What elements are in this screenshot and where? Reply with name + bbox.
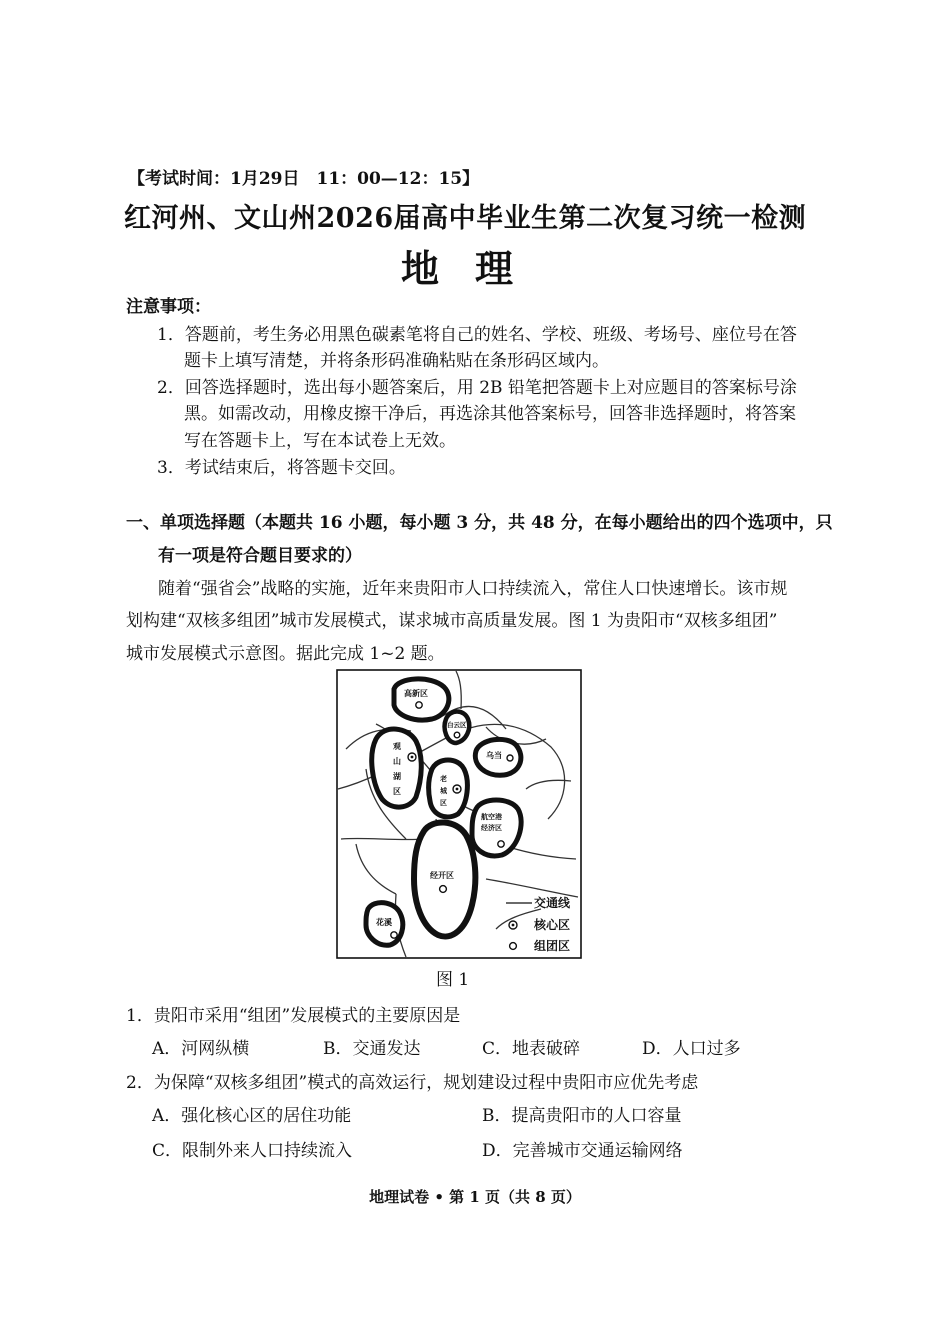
exam-title: 红河州、文山州2026届高中毕业生第二次复习统一检测 xyxy=(124,203,807,234)
section-heading-line-2: 有一项是符合题目要求的） xyxy=(158,546,362,566)
exam-time: 【考试时间：1月29日 11：00—12：15】 xyxy=(128,169,480,189)
question-1-stem: 1．贵阳市采用“组团”发展模式的主要原因是 xyxy=(126,1006,461,1026)
label-gaoxin: 高新区 xyxy=(404,689,428,698)
label-laocheng-1: 老 xyxy=(440,775,447,783)
notice-item-3-line-1: 3．考试结束后，将答题卡交回。 xyxy=(157,458,406,478)
label-guanshanhu-3: 湖 xyxy=(393,772,401,781)
notice-item-2-line-2: 黑。如需改动，用橡皮擦干净后，再选涂其他答案标号，回答非选择题时，将答案 xyxy=(184,404,796,424)
label-guanshanhu-2: 山 xyxy=(393,757,401,766)
label-wudang: 乌当 xyxy=(486,751,502,760)
question-2-stem: 2．为保障“双核多组团”模式的高效运行，规划建设过程中贵阳市应优先考虑 xyxy=(126,1073,699,1093)
label-guanshanhu-4: 区 xyxy=(393,787,401,796)
question-2-option-a: A．强化核心区的居住功能 xyxy=(152,1106,352,1126)
question-1-option-b: B．交通发达 xyxy=(323,1039,421,1059)
label-guanshanhu-1: 观 xyxy=(393,742,401,751)
question-1-option-a: A．河网纵横 xyxy=(152,1039,250,1059)
label-jingkai: 经开区 xyxy=(430,871,454,880)
notice-title: 注意事项： xyxy=(126,297,211,317)
notice-item-2-line-1: 2．回答选择题时，选出每小题答案后，用 2B 铅笔把答题卡上对应题目的答案标号涂 xyxy=(157,378,797,398)
legend-cluster: 组团区 xyxy=(534,939,571,953)
label-konggang-1: 航空港 xyxy=(481,813,502,821)
passage-line-3: 城市发展模式示意图。据此完成 1~2 题。 xyxy=(126,644,445,664)
notice-item-1-line-2: 题卡上填写清楚，并将条形码准确粘贴在条形码区域内。 xyxy=(184,351,609,371)
question-2-option-c: C．限制外来人口持续流入 xyxy=(152,1141,353,1161)
section-heading-line-1: 一、单项选择题（本题共 16 小题，每小题 3 分，共 48 分，在每小题给出的四个选项中，只 xyxy=(126,513,833,533)
question-1-option-d: D．人口过多 xyxy=(642,1039,741,1059)
label-laocheng-3: 区 xyxy=(440,799,447,807)
question-2-option-d: D．完善城市交通运输网络 xyxy=(482,1141,683,1161)
legend-traffic: 交通线 xyxy=(534,896,571,910)
notice-item-1-line-1: 1．答题前，考生务必用黑色碳素笔将自己的姓名、学校、班级、考场号、座位号在答 xyxy=(157,325,797,345)
figure-caption: 图 1 xyxy=(436,970,470,990)
label-huaxi: 花溪 xyxy=(376,918,392,927)
question-2-option-b: B．提高贵阳市的人口容量 xyxy=(482,1106,682,1126)
label-konggang-2: 经济区 xyxy=(481,824,502,832)
legend-core: 核心区 xyxy=(534,918,571,932)
city-cluster-map xyxy=(336,669,582,959)
page-footer: 地理试卷 • 第 1 页（共 8 页） xyxy=(369,1188,581,1206)
question-1-option-c: C．地表破碎 xyxy=(482,1039,581,1059)
label-baiyun: 白云区 xyxy=(447,721,467,729)
gaoxin-area xyxy=(394,679,449,720)
label-laocheng-2: 城 xyxy=(440,787,447,795)
passage-line-1: 随着“强省会”战略的实施，近年来贵阳市人口持续流入，常住人口快速增长。该市规 xyxy=(158,579,788,599)
passage-line-2: 划构建“双核多组团”城市发展模式，谋求城市高质量发展。图 1 为贵阳市“双核多组团” xyxy=(126,611,778,631)
notice-item-2-line-3: 写在答题卡上，写在本试卷上无效。 xyxy=(184,431,456,451)
subject-title: 地理 xyxy=(400,246,549,291)
